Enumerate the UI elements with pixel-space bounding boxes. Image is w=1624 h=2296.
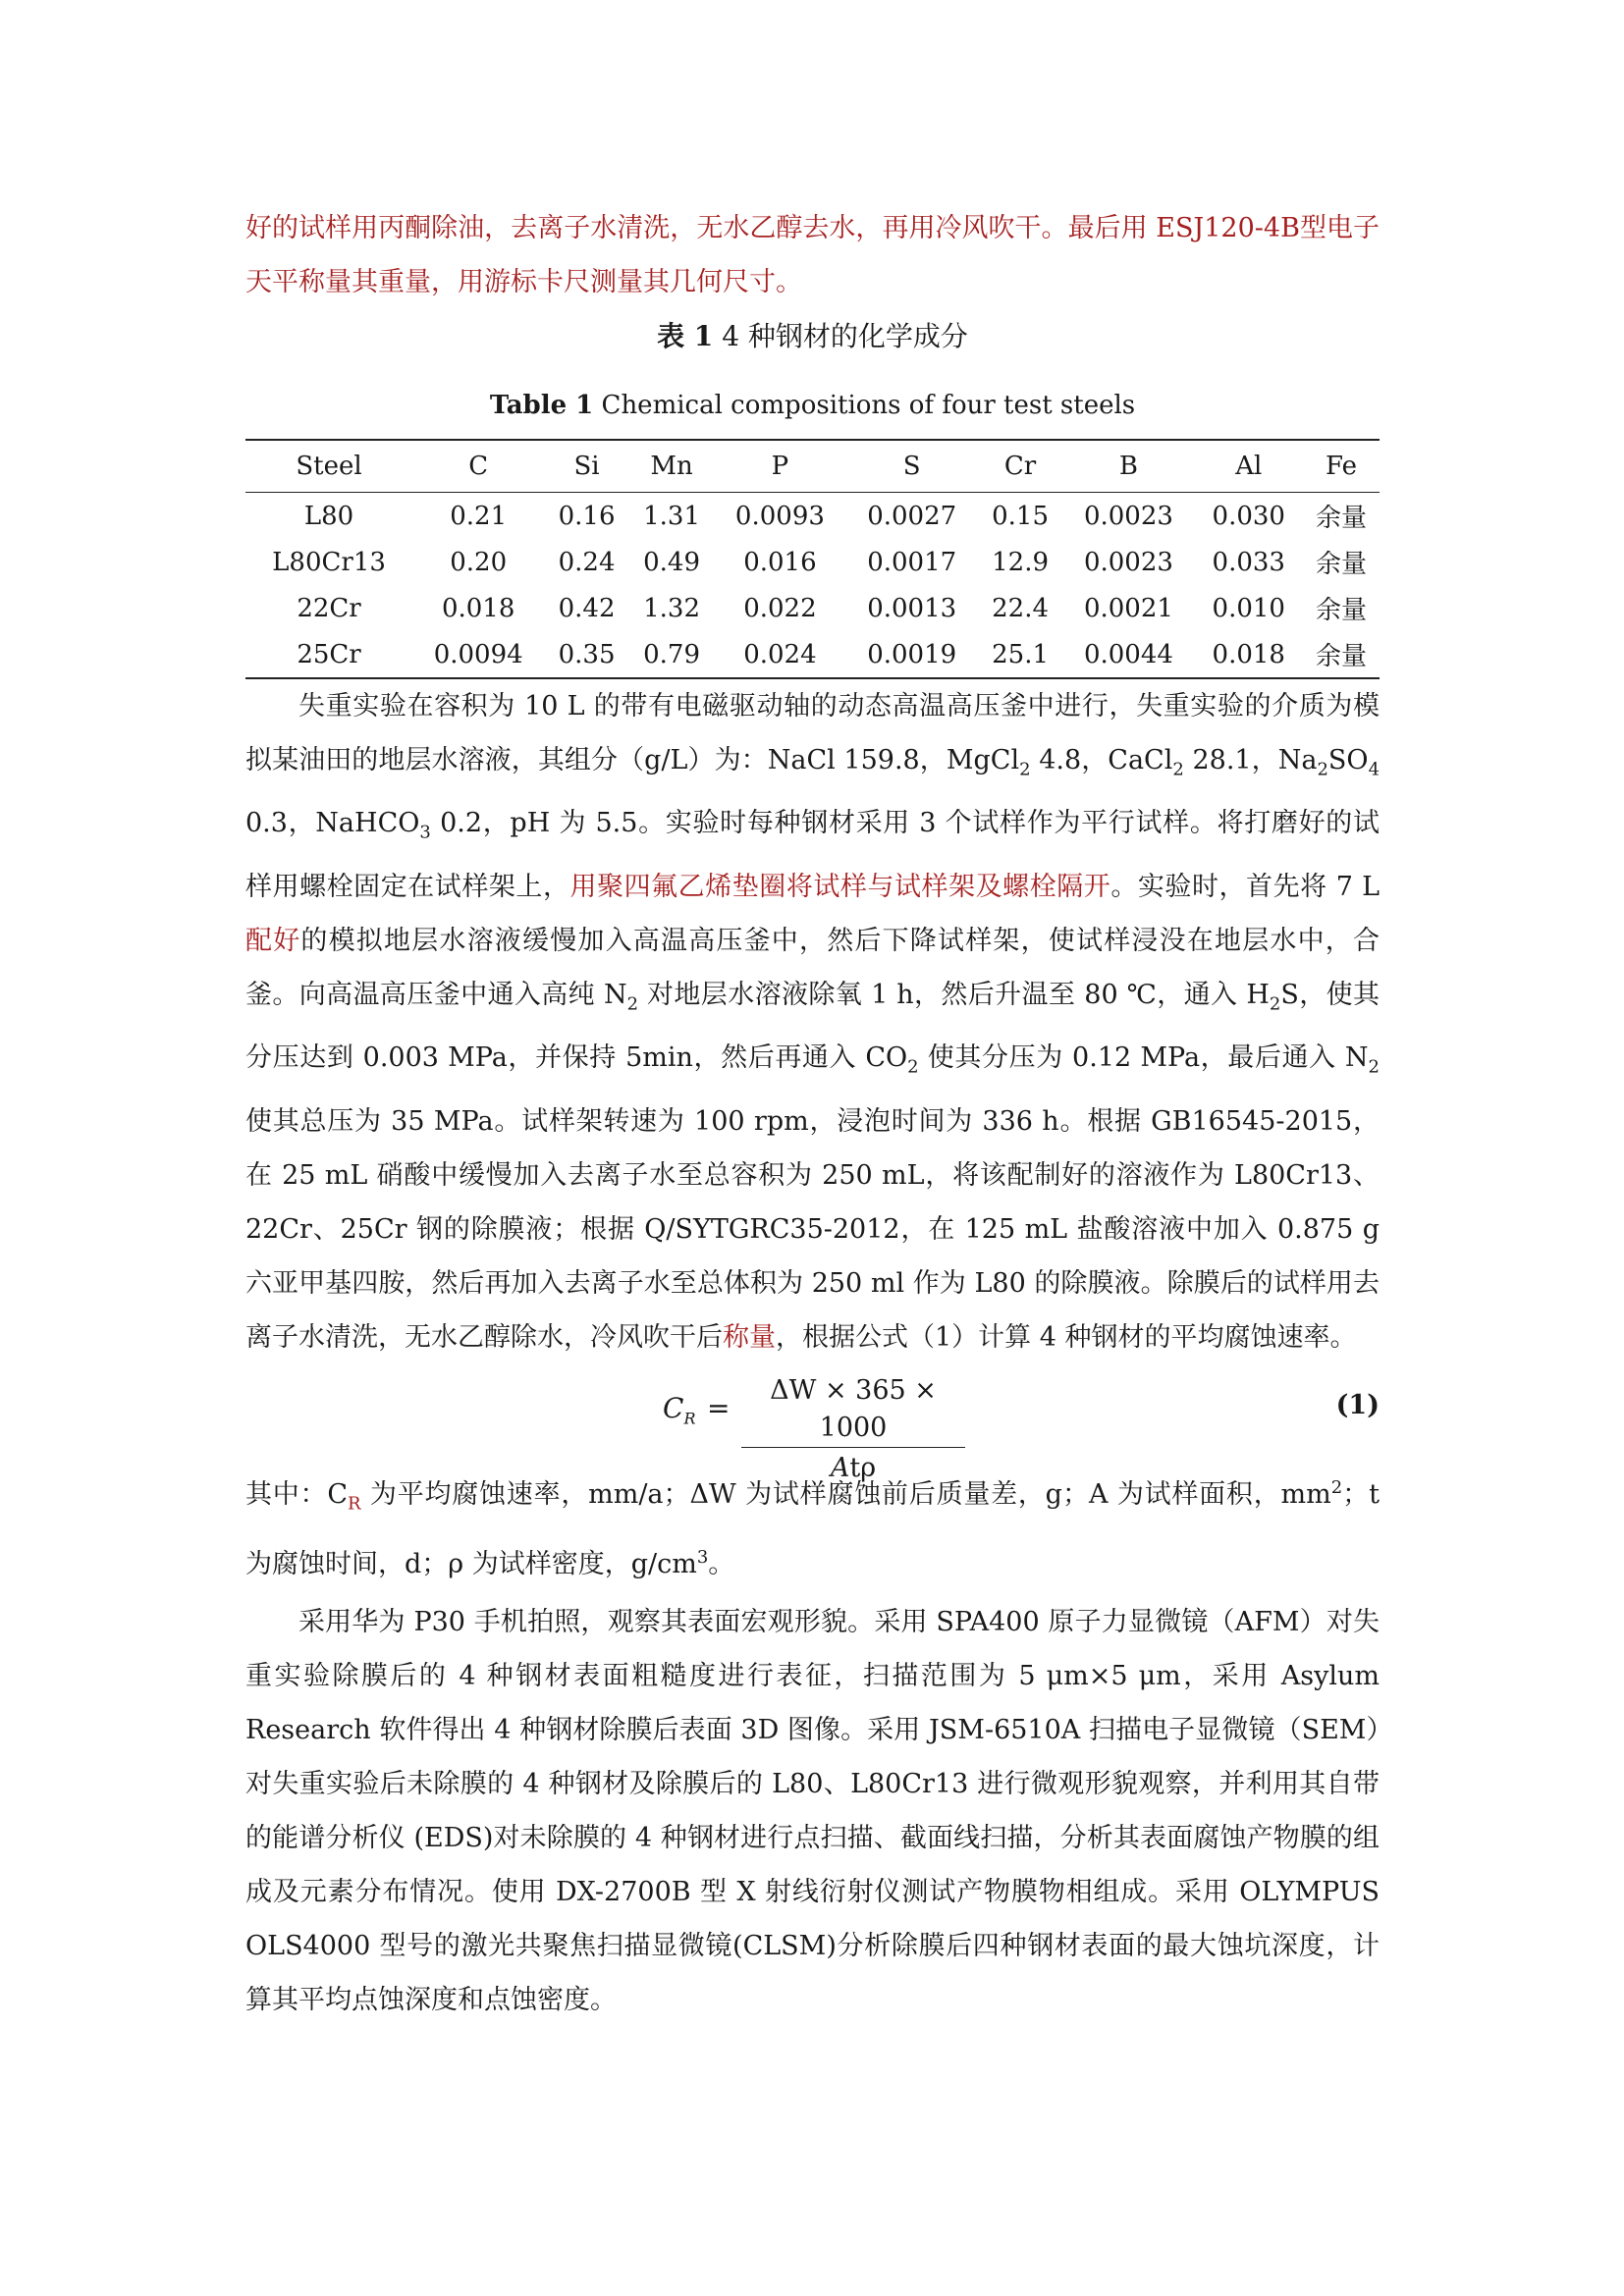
table-cell: 0.018: [1212, 639, 1285, 669]
col-header: B: [1062, 440, 1194, 493]
table-cell: 0.21: [450, 501, 508, 531]
table-cell: 22.4: [992, 593, 1049, 623]
table-caption-cn-text: 4 种钢材的化学成分: [713, 320, 968, 352]
superscript: 2: [1330, 1476, 1343, 1498]
table-cell: L80: [303, 501, 354, 531]
table-caption-en-label: Table 1: [489, 391, 594, 420]
superscript: 3: [696, 1546, 709, 1568]
table-cell: 0.16: [558, 501, 616, 531]
table-cell: 0.0093: [734, 501, 825, 531]
formula-subscript: R: [683, 1409, 696, 1428]
table-cell: 0.0023: [1083, 501, 1173, 531]
table-header-row: [245, 440, 1380, 493]
text-run: 使其分压为 0.12 MPa，最后通入 N: [918, 1042, 1369, 1074]
col-header: Mn: [629, 440, 714, 493]
table-cell: 0.15: [992, 501, 1049, 531]
col-header: Steel: [245, 440, 412, 493]
table-cell: 0.20: [450, 547, 508, 577]
highlighted-text: 配好: [245, 925, 301, 956]
highlighted-text: 称量: [723, 1321, 776, 1353]
table-cell: 余量: [1315, 504, 1367, 533]
text-run: ；t 为腐蚀时间，d；ρ 为试样密度，g/cm: [245, 1478, 1380, 1579]
table-cell: 0.024: [743, 639, 817, 669]
text-run: 。: [708, 1548, 735, 1579]
formula-equals: =: [707, 1391, 731, 1424]
formula-term: × 365 × 1000: [816, 1374, 937, 1443]
table-cell: 25Cr: [297, 639, 361, 669]
composition-table: [245, 439, 1380, 679]
text-run: 28.1，Na: [1183, 745, 1318, 775]
text-run: 0.2，pH 为 5.5。实验时每种钢材采用 3 个试样作为平行试样。将打磨好的试样用螺栓固定在试样架上，: [245, 808, 1380, 902]
text-run: 的模拟地层水溶液缓慢加入高温高压釜中，然后下降试样架，使试样浸没在地层水中，合釜。向高温高压釜中通入高纯 N: [245, 925, 1380, 1010]
text-run: SO: [1327, 745, 1369, 775]
table-cell: 0.010: [1212, 593, 1285, 623]
subscript: 2: [1317, 759, 1328, 780]
table-cell: 0.022: [743, 593, 817, 623]
col-header: Al: [1195, 440, 1303, 493]
formula-symbol: C: [663, 1391, 684, 1424]
formula-term: ΔW: [770, 1374, 817, 1406]
table-caption-cn-label: 表 1: [657, 320, 714, 352]
table-cell: 0.0023: [1083, 547, 1173, 577]
formula-lhs: [663, 1392, 695, 1428]
table-cell: 0.0094: [433, 639, 523, 669]
text-run: 。实验时，首先将 7 L: [1110, 871, 1380, 902]
table-row: [245, 539, 1380, 585]
col-header: S: [846, 440, 978, 493]
table-caption-en: [245, 386, 1380, 425]
table-cell: 0.49: [643, 547, 700, 577]
table-cell: 0.79: [643, 639, 700, 669]
table-cell: 0.0013: [867, 593, 957, 623]
subscript: 2: [907, 1056, 919, 1078]
text-run: ，根据公式（1）计算 4 种钢材的平均腐蚀速率。: [776, 1321, 1357, 1353]
formula-numerator: [741, 1372, 965, 1448]
table-cell: 余量: [1315, 550, 1367, 579]
table-cell: 0.0027: [867, 501, 957, 531]
intro-paragraph: 好的试样用丙酮除油，去离子水清洗，无水乙醇去水，再用冷风吹干。最后用 ESJ120-4B型电子天平称量其重量，用游标卡尺测量其几何尺寸。: [245, 213, 1380, 297]
formula-denominator: [741, 1448, 965, 1489]
table-cell: 0.24: [558, 547, 616, 577]
table-caption-cn: [245, 317, 1380, 356]
table-cell: 0.42: [558, 593, 616, 623]
text-run: 使其总压为 35 MPa。试样架转速为 100 rpm，浸泡时间为 336 h。根据 GB16545-2015，在 25 mL 硝酸中缓慢加入去离子水至总容积为 250 mL，将该配制好的溶液作为 L80Cr13、22Cr、25Cr 钢的除膜液；根据 Q/SYTGRC35-2012，在 125 mL 盐酸溶液中加入 0.875 g 六亚甲基四胺，然后再加入去离子水至总体积为 250 ml 作为 L80 的除膜液。除膜后的试样用去离子水清洗，无水乙醇除水，冷风吹干后: [245, 1105, 1380, 1353]
text-run: 4.8，CaCl: [1030, 745, 1173, 775]
table-cell: 1.32: [643, 593, 700, 623]
table-cell: 余量: [1315, 642, 1367, 671]
subscript: 2: [1269, 993, 1281, 1015]
corrosion-rate-formula: [245, 1372, 1380, 1483]
paper-page: [245, 201, 1380, 2027]
table-cell: 25.1: [992, 639, 1049, 669]
col-header: C: [412, 440, 544, 493]
characterization-paragraph: 采用华为 P30 手机拍照，观察其表面宏观形貌。采用 SPA400 原子力显微镜（AFM）对失重实验除膜后的 4 种钢材表面粗糙度进行表征，扫描范围为 5 μm×5 μm，采用 Asylum Research 软件得出 4 种钢材除膜后表面 3D 图像。采用 JSM-6510A 扫描电子显微镜（SEM）对失重实验后未除膜的 4 种钢材及除膜后的 L80、L80Cr13 进行微观形貌观察，并利用其自带的能谱分析仪 (EDS)对未除膜的 4 种钢材进行点扫描、截面线扫描，分析其表面腐蚀产物膜的组成及元素分布情况。使用 DX-2700B 型 X 射线衍射仪测试产物膜物相组成。采用 OLYMPUS OLS4000 型号的激光共聚焦扫描显微镜(CLSM)分析除膜后四种钢材表面的最大蚀坑深度，计算其平均点蚀深度和点蚀密度。: [245, 1606, 1380, 2015]
subscript: 2: [1368, 1056, 1380, 1078]
formula-fraction: [741, 1372, 965, 1489]
table-cell: 0.0044: [1083, 639, 1173, 669]
text-run: 为平均腐蚀速率，mm/a；ΔW 为试样腐蚀前后质量差，g；A 为试样面积，mm: [360, 1478, 1331, 1510]
table-cell: 0.0017: [867, 547, 957, 577]
table-cell: 12.9: [992, 547, 1049, 577]
subscript: 3: [419, 822, 431, 843]
text-run: 其中：C: [245, 1478, 348, 1510]
table-row: [245, 631, 1380, 678]
table-row: [245, 585, 1380, 631]
table-cell: 0.033: [1212, 547, 1285, 577]
text-run: S，使其分压达到 0.003 MPa，并保持 5min，然后再通入 CO: [245, 979, 1380, 1074]
highlighted-text: 用聚四氟乙烯垫圈将试样与试样架及螺栓隔开: [569, 871, 1111, 902]
formula-term: tρ: [849, 1452, 877, 1483]
col-header: P: [714, 440, 845, 493]
table-cell: 余量: [1315, 596, 1367, 625]
experiment-paragraph: [245, 679, 1380, 1364]
table-cell: L80Cr13: [272, 547, 386, 577]
table-cell: 0.0019: [867, 639, 957, 669]
table-cell: 22Cr: [297, 593, 361, 623]
subscript: 2: [1019, 759, 1031, 780]
table-cell: 1.31: [643, 501, 700, 531]
table-cell: 0.35: [558, 639, 616, 669]
table-caption-en-text: Chemical compositions of four test steels: [593, 391, 1136, 420]
table-cell: 0.0021: [1083, 593, 1173, 623]
subscript: 4: [1368, 759, 1380, 780]
subscript: R: [348, 1492, 361, 1514]
table-cell: 0.016: [743, 547, 817, 577]
text-run: 0.3，NaHCO: [245, 808, 420, 839]
col-header: Si: [544, 440, 628, 493]
col-header: Cr: [978, 440, 1062, 493]
formula-number: (1): [1335, 1389, 1380, 1420]
subscript: 2: [626, 993, 639, 1015]
table-cell: 0.018: [441, 593, 515, 623]
table-cell: 0.030: [1212, 501, 1285, 531]
table-row: [245, 493, 1380, 540]
text-run: 失重实验在容积为 10 L 的带有电磁驱动轴的动态高温高压釜中进行，失重实验的介质为模拟某油田的地层水溶液，其组分（g/L）为：NaCl 159.8，MgCl: [245, 691, 1380, 775]
formula-term: A: [830, 1452, 850, 1483]
subscript: 2: [1172, 759, 1184, 780]
text-run: 对地层水溶液除氧 1 h，然后升温至 80 ℃，通入 H: [638, 979, 1270, 1010]
col-header: Fe: [1303, 440, 1380, 493]
